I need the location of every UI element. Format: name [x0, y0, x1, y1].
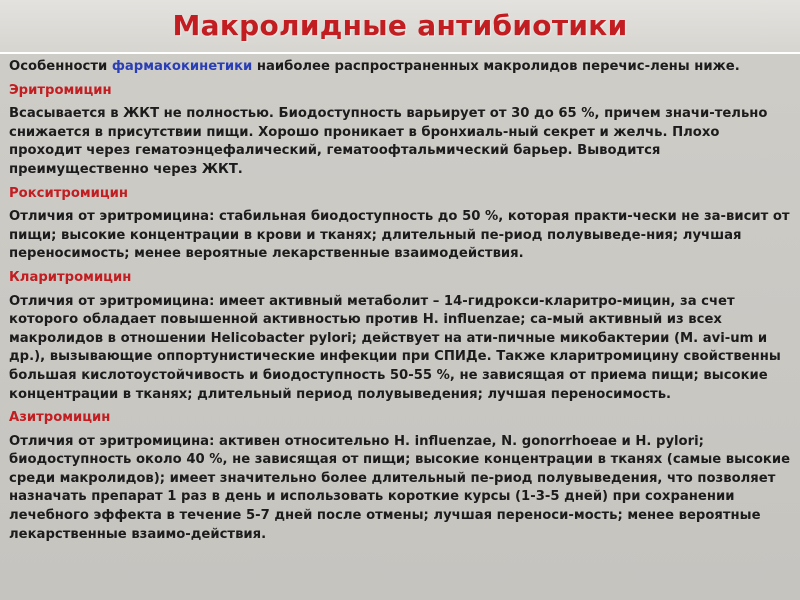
drug-text-clarithromycin: Отличия от эритромицина: имеет активный метаболит – 14-гидрокси-кларитро-мицин, за счет которого обладает повышенной активностью против H. influenzae; са-мый активный из всех макролидов в отношении Helicobacter pylori; действует на ати-пичные микобактерии (M. avi-um и др.), вызывающие оппортунистические инфекции при СПИДе. Также кларитромицину свойственны большая кислотоустойчивость и биодоступность 50-55 %, не зависящая от приема пищи; высокие концентрации в тканях; длительный период полувыведения; лучшая переносимость.: [9, 293, 781, 402]
drug-text-azithromycin: Отличия от эритромицина: активен относительно H. influenzae, N. gonorrhoeae и H. pylori; биодоступность около 40 %, не зависящая от пищи; высокие концентрации в тканях (самые высокие среди макролидов); имеет значительно более длительный пе-риод полувыведения, что позволяет назначать препарат 1 раз в день и использовать короткие курсы (1-3-5 дней) при сохранении лечебного эффекта в течение 5-7 дней после отмены; лучшая переноси-мость; менее вероятные лекарственные взаимо-действия.: [9, 433, 791, 542]
title-divider: [0, 52, 800, 54]
slide-content: [9, 58, 793, 549]
drug-heading-roxithromycin: Рокситромицин: [9, 185, 129, 201]
page-title: Макролидные антибиотики: [172, 9, 628, 42]
drug-heading-clarithromycin: Кларитромицин: [9, 269, 132, 285]
drug-text-erythromycin: Всасывается в ЖКТ не полностью. Биодоступность варьирует от 30 до 65 %, причем значи-тельно снижается в присутствии пищи. Хорошо проникает в бронхиаль-ный секрет и желчь. Плохо проходит через гематоэнцефалический, гематоофтальмический барьер. Выводится преимущественно через ЖКТ.: [9, 106, 768, 177]
intro-highlight: фармакокинетики: [111, 59, 253, 74]
intro-text-before: Особенности: [9, 59, 112, 74]
drug-heading-erythromycin: Эритромицин: [9, 82, 112, 98]
intro-paragraph: [9, 58, 793, 77]
drug-text-roxithromycin: Отличия от эритромицина: стабильная биодоступность до 50 %, которая практи-чески не за-висит от пищи; высокие концентрации в крови и тканях; длительный пе-риод полувыведе-ния; лучшая переносимость; менее вероятные лекарственные взаимодействия.: [9, 209, 790, 262]
drug-heading-azithromycin: Азитромицин: [9, 410, 111, 426]
intro-text-after: наиболее распространенных макролидов перечис-лены ниже.: [252, 59, 740, 74]
